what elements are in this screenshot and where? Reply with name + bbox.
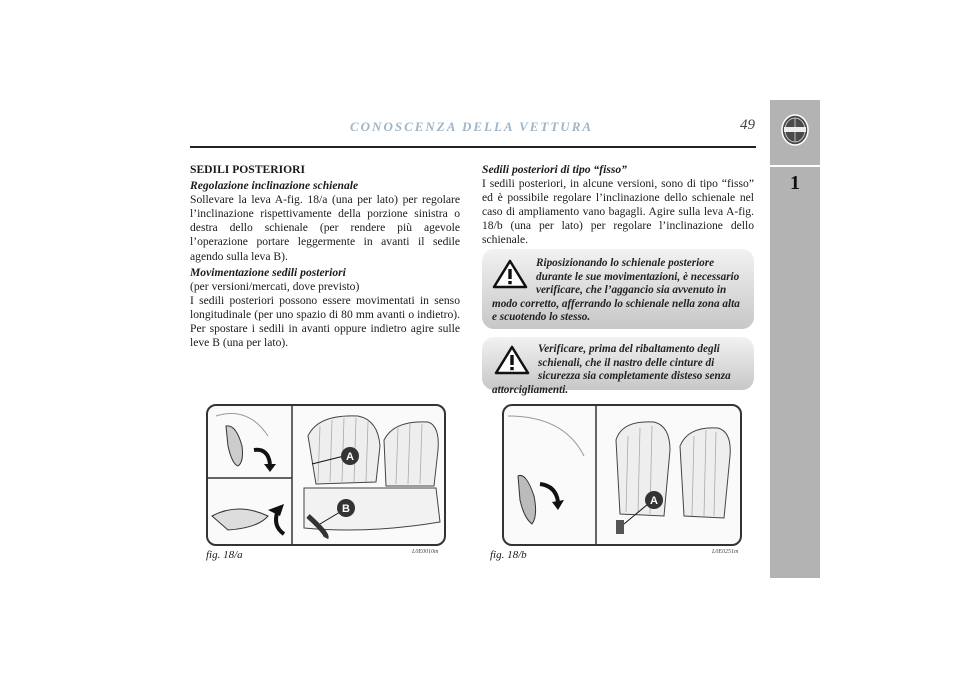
- sidebar-divider: [770, 165, 820, 167]
- warning-text-1: Riposizionando lo schienale posteriore durante le sue movimentazioni, è necessario verificare, che l’aggancio sia avvenuto in modo corretto, afferrando lo schienale nella zona alta e scuotendo lo stesso.: [492, 257, 740, 324]
- subheading-fixed-seats: Sedili posteriori di tipo “fisso”: [482, 163, 627, 176]
- warning-box-2: [482, 337, 754, 396]
- callout-a-label: A: [650, 495, 658, 507]
- figure-18b: [502, 404, 742, 546]
- figure-18a-code: L0E0010m: [412, 549, 439, 555]
- figure-18a-caption: fig. 18/a: [206, 549, 243, 561]
- chapter-number: 1: [790, 172, 800, 194]
- brand-logo-icon: [780, 113, 810, 147]
- paragraph-movement-note: (per versioni/mercati, dove previsto): [190, 279, 360, 293]
- callout-a-label: A: [346, 451, 354, 463]
- page-header-title: CONOSCENZA DELLA VETTURA: [350, 119, 594, 134]
- figure-18a: [206, 404, 446, 546]
- right-column: [482, 163, 754, 248]
- left-column: [190, 163, 460, 350]
- section-heading: SEDILI POSTERIORI: [190, 163, 306, 176]
- paragraph-recline: Sollevare la leva A-fig. 18/a (una per lato) per regolare l’inclinazione rispettivamente della porzione sinistra o destra dello schienale (per rendere più agevole l’operazione portare leggermente in avanti il sedile agendo sulla leva B).: [190, 193, 460, 263]
- figure-18b-caption: fig. 18/b: [490, 549, 527, 561]
- header-rule: [190, 146, 756, 148]
- page-number: 49: [740, 117, 755, 133]
- warning-text-2: Verificare, prima del ribaltamento degli schienali, che il nastro delle cinture di sicurezza sia completamente disteso senza attorcigliamenti.: [492, 343, 731, 396]
- warning-triangle-icon: [494, 345, 530, 375]
- figure-18a-illustration: [208, 406, 444, 544]
- figure-18b-illustration: [504, 406, 740, 544]
- callout-b-label: B: [342, 503, 350, 515]
- warning-triangle-icon: [492, 259, 528, 289]
- subheading-recline: Regolazione inclinazione schienale: [190, 179, 359, 193]
- paragraph-fixed-seats: I sedili posteriori, in alcune versioni, sono di tipo “fisso” ed è possibile regolare l’inclinazione dello schienale nel caso di ampliamento vano bagagli. Agire sulla leva A-fig. 18/b (una per lato) per regolare l’inclinazione dello schienale.: [482, 177, 754, 247]
- paragraph-movement: I sedili posteriori possono essere movimentati in senso longitudinale (per uno spazio di 80 mm avanti o indietro). Per spostare i sedili in avanti oppure indietro agire sulle leve B (una per lato).: [190, 293, 460, 350]
- subheading-movement: Movimentazione sedili posteriori: [190, 265, 346, 279]
- figure-18b-code: L0E0251m: [712, 549, 739, 555]
- warning-box-1: [482, 249, 754, 329]
